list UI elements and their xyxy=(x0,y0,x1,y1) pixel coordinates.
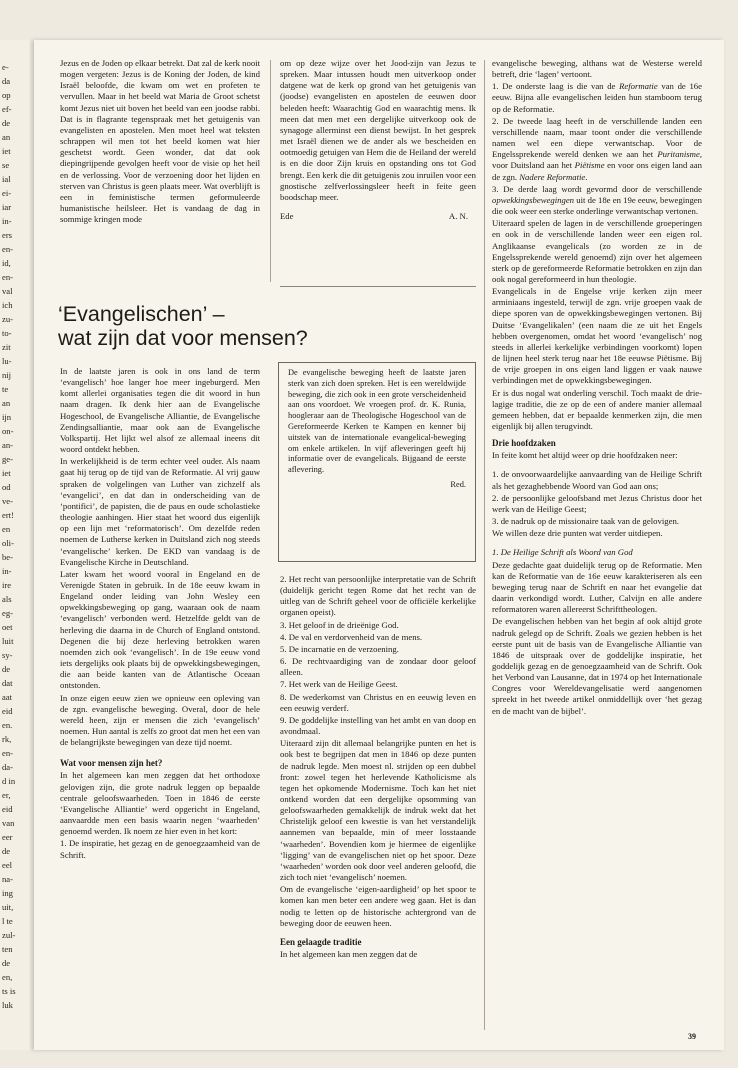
paragraph: evangelische beweging, althans wat de Westerse wereld betreft, drie ‘lagen’ vertoont. xyxy=(492,58,702,80)
list-item: 8. De wederkomst van Christus en en eeuwig leven en een eeuwig verderf. xyxy=(280,691,476,713)
previous-page-fragment: en xyxy=(2,524,11,534)
previous-page-fragment: iar xyxy=(2,202,12,212)
previous-page-fragment: eid xyxy=(2,706,13,716)
previous-page-fragment: val xyxy=(2,286,13,296)
list-item: 9. De goddelijke instelling van het ambt en van doop en avondmaal. xyxy=(280,714,476,737)
previous-page-fragment: en- xyxy=(2,272,13,282)
previous-page-fragment: eid xyxy=(2,804,13,814)
previous-page-fragment: in- xyxy=(2,566,12,576)
previous-page-fragment: zu- xyxy=(2,314,13,324)
previous-page-fragment: nij xyxy=(2,370,12,380)
previous-page-fragment: oli- xyxy=(2,538,14,548)
previous-page-fragment: da xyxy=(2,76,11,86)
intro-text: De evangelische beweging heeft de laatste jaren sterk van zich doen spreken. Het is een wereldwijde beweging, die zich ook in een grote verscheidenheid aan ons voordoet. We vroegen prof. dr. K. Runia, hoogleraar aan de Theologische Hogeschool van de Gereformeerde Kerken te Kampen en kenner bij uitstek van de internationale evangelical-beweging om enkele artikelen. In vijf afleveringen geeft hij informatie over de evangelicals. Bijgaand de eerste aflevering. xyxy=(288,368,466,475)
top-article-end-rule xyxy=(280,286,476,287)
previous-page-fragment: ich xyxy=(2,300,13,310)
previous-page-fragment: l te xyxy=(2,916,13,926)
top-article-signature xyxy=(280,211,476,222)
previous-page-fragment: rk, xyxy=(2,734,12,744)
previous-page-fragment: an xyxy=(2,398,11,408)
previous-page-fragment: uit, xyxy=(2,902,14,912)
list-item: 7. Het werk van de Heilige Geest. xyxy=(280,679,398,690)
author-initials: A. N. xyxy=(448,211,468,222)
previous-page-fragment: ers xyxy=(2,230,13,240)
previous-page-fragment: de xyxy=(2,118,11,128)
previous-page-fragment: te xyxy=(2,384,9,394)
previous-page-fragment: ei- xyxy=(2,188,12,198)
previous-page-fragment: e- xyxy=(2,62,9,72)
previous-page-fragment: en. xyxy=(2,720,13,730)
previous-page-fragment: oet xyxy=(2,622,13,632)
top-article-col2 xyxy=(280,58,476,222)
previous-page-fragment: da- xyxy=(2,762,13,772)
article-title-line2: wat zijn dat voor mensen? xyxy=(58,326,308,350)
previous-page-fragment: iet xyxy=(2,468,11,478)
magazine-page xyxy=(34,40,724,1050)
section-heading: Wat voor mensen zijn het? xyxy=(60,758,163,769)
previous-page-fragment: be- xyxy=(2,552,13,562)
previous-page-fragment: de xyxy=(2,958,11,968)
paragraph: In het algemeen kan men zeggen dat het orthodoxe gelovigen zijn, die grote nadruk leggen op bepaalde centrale geloofswaarheden. Toen in 1846 de eerste ‘Evangelische Alliantie’ werd opgericht in Engeland, aanvaardde men een basis waarin negen ‘waarheden’ genoemd werden. Ik noem ze hier even in het kort: xyxy=(60,770,260,837)
previous-page-fragment: ef- xyxy=(2,104,12,114)
previous-page-fragment: an- xyxy=(2,440,13,450)
previous-page-fragment: d in xyxy=(2,776,16,786)
previous-page-fragment: ire xyxy=(2,580,12,590)
paragraph: Evangelicals in de Engelse vrije kerken zijn meer arminiaans ingesteld, terwijl de zgn. vrije groepen vaak de diepe sporen van de opwekkingsbewegingen vertonen. Bij Duitse ‘Evangelikalen’ (een naam die ze uit het Engels hebben overgenomen, omdat het woord ‘evangelisch’ nog steeds in allerlei kerkelijke verbindingen voorkomt) lopen de lijnen heel sterk terug naar het 18e eeuwse Piëtisme. Bij de vrije groepen in ons eigen land liggen er vaak nauwe verbindingen met de opwekkingsbewegingen. xyxy=(492,286,702,386)
previous-page-fragment: od xyxy=(2,482,11,492)
previous-page-fragment: eg- xyxy=(2,608,13,618)
place: Ede xyxy=(280,211,294,222)
paragraph: 3. De derde laag wordt gevormd door de verschillende opwekkingsbewegingen uit de 18e en 19e eeuw, bewegingen die ook weer een sterke onderlinge verwantschap vertonen. xyxy=(492,183,702,217)
list-item: 2. Het recht van persoonlijke interpretatie van de Schrift (duidelijk gericht tegen Rome dat het recht van de uitleg van de Schrift geheel voor de officiële kerkelijke organen opeist). xyxy=(280,574,476,618)
top-article-text-1: Jezus en de Joden op elkaar betrekt. Dat zal de kerk nooit mogen vergeten: Jezus is de Koning der Joden, de kind Israël beloofde, die kwam om wet en profeten te vervullen. Maar in het beeld wat Maria de Groot schetst komt Jezus niet uit boven het beeld van een joodse rabbi. Dat is in flagrante tegenspraak met het getuigenis van evangelisten en apostelen. Men moet heel wat teksten schrappen wil men tot het beeld komen wat hier geschetst wordt. Geen wonder, dat dat ook diepingrijpende gevolgen heeft voor de visie op het heil en de verlossing. Voor de verzoening door het lijden en sterven van Christus is geen plaats meer. Wat overblijft is een in feministische termen geformuleerde humanistische heilsleer. Het is vandaag de dag in sommige kringen mode xyxy=(60,58,260,225)
previous-page-fragment: er, xyxy=(2,790,11,800)
column-divider xyxy=(484,60,485,1030)
paragraph: De evangelischen hebben van het begin af ook altijd grote nadruk gelegd op de Schrift. Zoals we gezien hebben is het eerste punt uit de basis van de Evangelische Alliantie van 1846 de uitspraak over de goddelijke inspiratie, het goddelijk gezag en de genoegzaamheid van de Schrift. Ook het Verbond van Lausanne, dat in 1974 op het Internationale Congres voor Wereldevangelisatie werd aangenomen spreekt in het tweede artikel onmiddellijk over ‘het gezag en de macht van de bijbel’. xyxy=(492,616,702,716)
list-item: 3. Het geloof in de drieënige God. xyxy=(280,619,399,630)
section-heading: Een gelaagde traditie xyxy=(280,936,362,947)
list-item: 1. De inspiratie, het gezag en de genoegzaamheid van de Schrift. xyxy=(60,838,260,860)
paragraph: Deze gedachte gaat duidelijk terug op de Reformatie. Men kan de Reformatie van de 16e eeuw karakteriseren als een beweging terug naar de Schrift en naar het evangelie dat daarin verkondigd wordt. Luther, Calvijn en alle andere reformatoren waren allereerst Schrifttheologen. xyxy=(492,559,702,615)
previous-page-fragment: en- xyxy=(2,244,13,254)
previous-page-fragment: on- xyxy=(2,426,14,436)
paragraph: We willen deze drie punten wat verder uitdiepen. xyxy=(492,528,663,539)
previous-page-fragment: na- xyxy=(2,874,13,884)
previous-page-fragment: an xyxy=(2,132,11,142)
article-col1 xyxy=(60,366,260,862)
paragraph: In de laatste jaren is ook in ons land de term ‘evangelisch’ hoe langer hoe meer ingeburgerd. Men komt allerlei organisaties tegen die dit woord in hun naam dragen. Ik denk hier aan de Evangelische Hogeschool, de Evangelische Alliantie, de Evangelische Zendingsalliantie, maar ook aan de Evangelische Volkspartij. Het lijkt wel alsof ze allemaal ineens dit woord ontdekt hebben. xyxy=(60,366,260,455)
paragraph: Er is dus nogal wat onderling verschil. Toch maakt de drie-lagige traditie, die ze op de een of andere manier allemaal gemeen hebben, dat er bepaalde kenmerken zijn, die men eigenlijk bij allen terugvindt. xyxy=(492,387,702,431)
section-heading: Drie hoofdzaken xyxy=(492,438,556,449)
previous-page-fragment: op xyxy=(2,90,11,100)
list-item: 5. De incarnatie en de verzoening. xyxy=(280,643,399,654)
previous-page-fragment: lu- xyxy=(2,356,12,366)
paragraph: Later kwam het woord vooral in Engeland en de Verenigde Staten in gebruik. In de 18e eeuw kwam in Engeland onder leiding van John Wesley een opwekkingsbeweging op gang, waaraan ook de naam ‘evangelisch’ verbonden werd. Hetzelfde geldt van de herleving die daarna in de Church of England ontstond. Degenen die bij deze herleving betrokken waren noemden zich ook ‘evangelisch’. In de 19e eeuw vond iets dergelijks ook plaats bij de opwekkingsbewegingen, die aan beide kanten van de Atlantische Oceaan ontstonden. xyxy=(60,568,260,691)
article-title-line1: ‘Evangelischen’ – xyxy=(58,302,225,326)
page-number: 39 xyxy=(688,1032,696,1041)
previous-page-fragment: de xyxy=(2,664,11,674)
paragraph: In werkelijkheid is de term echter veel ouder. Als naam gaat hij terug op de tijd van de Reformatie. Al vrij gauw spraken de volgelingen van Luther van zichzelf als ‘evangelici’, en dat dan in onderscheiding van de ‘pontifici’, de papisten, die de paus en oude scholastieke theologie aanhingen. Hier staat het woord dus eigenlijk op een lijn met ‘reformatorisch’. Om dezelfde reden noemen de Lutherse kerken in Duitsland zich nog steeds ‘evangelische’ kerken. De EKD van vandaag is de Evangelische Kirche in Deutschland. xyxy=(60,456,260,567)
previous-page-fragment: als xyxy=(2,594,12,604)
previous-page-fragment: en- xyxy=(2,748,13,758)
previous-page-fragment: aat xyxy=(2,692,13,702)
paragraph: In het algemeen kan men zeggen dat de xyxy=(280,949,418,959)
previous-page-fragment: eel xyxy=(2,860,13,870)
article-title xyxy=(58,302,468,350)
list-item: 4. De val en verdorvenheid van de mens. xyxy=(280,631,423,642)
previous-page-fragment: dat xyxy=(2,678,13,688)
previous-page-fragment: id, xyxy=(2,258,11,268)
paragraph: 1. De onderste laag is die van de Reformatie van de 16e eeuw. Bijna alle evangelischen leiden hun stamboom terug op de Reformatie. xyxy=(492,81,702,114)
previous-page-fragment: de xyxy=(2,846,11,856)
article-col3 xyxy=(492,58,702,718)
previous-page-fragment: ial xyxy=(2,174,11,184)
previous-page-fragment: ve- xyxy=(2,496,13,506)
intro-signature: Red. xyxy=(450,479,466,489)
previous-page-fragment: to- xyxy=(2,328,12,338)
previous-page-edge xyxy=(0,40,30,1050)
previous-page-fragment: en, xyxy=(2,972,13,982)
previous-page-fragment: luk xyxy=(2,1000,13,1010)
previous-page-fragment: van xyxy=(2,818,15,828)
list-item: 2. de persoonlijke geloofsband met Jezus Christus door het werk van de Heilige Geest; xyxy=(492,492,702,514)
paragraph: Uiteraard zijn dit allemaal belangrijke punten en het is ook best te begrijpen dat men in 1846 op deze punten de nadruk legde. Men moest nl. strijden op een dubbel front: zowel tegen het herlevende Katholicisme als tegen het opkomende Modernisme. Toch kan het niet ontkend worden dat een dergelijke opsomming van geloofswaarheden gemakkelijk de indruk wekt dat het Christelijk geloof een kwestie is van het verstandelijk aannemen van bepaalde, min of meer losstaande ‘waarheden’. Bovendien kom je hiermee de eigenlijke ‘ligging’ van de evangelischen niet op het spoor. Deze ‘waarheden’ worden ook door veel anderen geloofd, die zich toch niet ‘evangelisch’ noemen. xyxy=(280,738,476,883)
previous-page-fragment: iet xyxy=(2,146,11,156)
paragraph: In onze eigen eeuw zien we opnieuw een opleving van de zgn. evangelische beweging. Overal, door de hele wereld heen, zijn er mensen die zich ‘evangelisch’ noemen. Hun aantal is zelfs zo groot dat men het een van de belangrijkste bewegingen van deze tijd noemt. xyxy=(60,692,260,748)
list-item: 1. de onvoorwaardelijke aanvaarding van de Heilige Schrift als het gezaghebbende Woord van God aan ons; xyxy=(492,469,702,491)
previous-page-fragment: in- xyxy=(2,216,12,226)
previous-page-fragment: ing xyxy=(2,888,13,898)
previous-page-fragment: eer xyxy=(2,832,13,842)
paragraph: Uiteraard spelen de lagen in de verschillende groeperingen en ook in de verschillende landen weer een eigen rol. Anglikaanse evangelicals (zo worden ze in de Engelssprekende wereld genoemd) zijn over het algemeen sterk op de gereformeerde Reformatie betrokken en zijn dan ook nogal gereformeerd in hun theologie. xyxy=(492,218,702,284)
article-col2 xyxy=(280,574,476,961)
previous-page-fragment: luit xyxy=(2,636,14,646)
column-divider xyxy=(270,60,271,282)
previous-page-fragment: zit xyxy=(2,342,11,352)
list-item: 6. De rechtvaardiging van de zondaar door geloof alleen. xyxy=(280,656,476,678)
paragraph: 2. De tweede laag heeft in de verschillende landen een verschillende naam, maar toont onder die verschillende namen wel een diepe verwantschap. Voor de Engelssprekende wereld denken we aan het Puritanisme, voor Duitsland aan het Piëtisme en voor ons eigen land aan de zgn. Nadere Reformatie. xyxy=(492,115,702,182)
previous-page-fragment: ge- xyxy=(2,454,13,464)
previous-page-fragment: sy- xyxy=(2,650,13,660)
paragraph: In feite komt het altijd weer op drie hoofdzaken neer: xyxy=(492,450,678,461)
previous-page-fragment: ijn xyxy=(2,412,12,422)
previous-page-fragment: ten xyxy=(2,944,13,954)
previous-page-fragment: ts is xyxy=(2,986,16,996)
previous-page-fragment: ert! xyxy=(2,510,14,520)
editorial-intro-box xyxy=(278,362,476,562)
list-item: 3. de nadruk op de missionaire taak van de gelovigen. xyxy=(492,516,679,527)
subsection-heading: 1. De Heilige Schrift als Woord van God xyxy=(492,547,633,558)
top-article-col1 xyxy=(60,58,260,226)
paragraph: Om de evangelische ‘eigen-aardigheid’ op het spoor te komen kan men beter een andere weg gaan. Het is dan nodig te letten op de historische achtergrond van de beweging door de eeuwen heen. xyxy=(280,884,476,928)
previous-page-fragment: zul- xyxy=(2,930,16,940)
previous-page-fragment: se xyxy=(2,160,10,170)
top-article-text-2: om op deze wijze over het Jood-zijn van Jezus te spreken. Maar intussen houdt men uitverkoop onder datgene wat de kerk op grond van het getuigenis van (joodse) evangelisten en apostelen de eeuwen door beleden heeft: Waarachtig God en waarachtig mens. Ik meen dat men met een dergelijke uitverkoop ook de synagoge allerminst een dienst bewijst. In het gesprek met Israël dienen we de ander als we bescheiden en ootmoedig getuigen van Hem die de Heiland der wereld is en die door Zijn kruis en opstanding ons tot God brengt. Een kerk die dit getuigenis zou inruilen voor een gnostische zelfverlossingsleer heeft in feite geen boodschap meer. xyxy=(280,58,476,202)
